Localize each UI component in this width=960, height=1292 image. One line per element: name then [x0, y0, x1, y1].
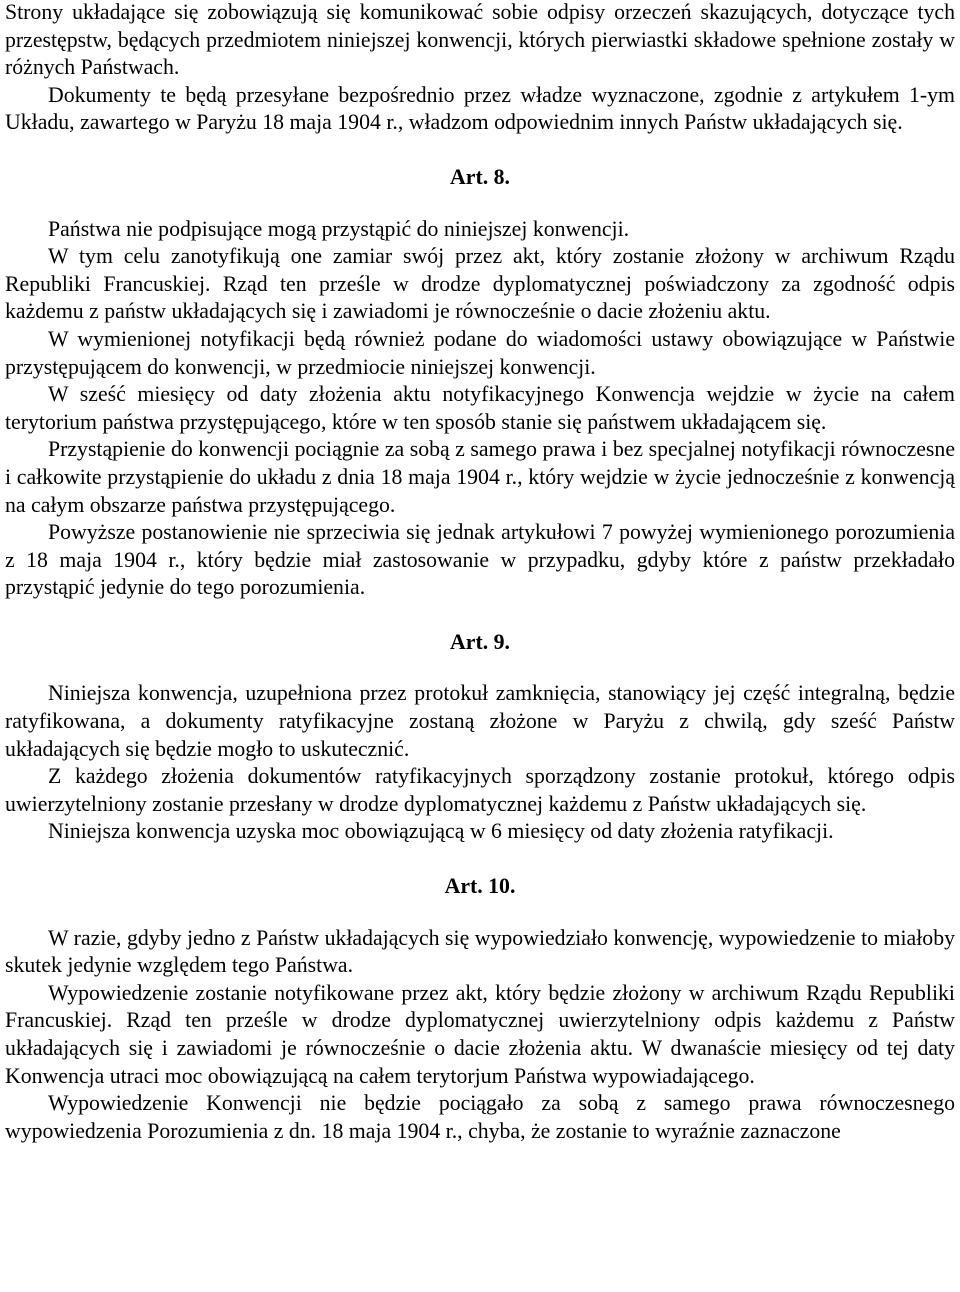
- paragraph-intro-2: Dokumenty te będą przesyłane bezpośrednio przez władze wyznaczone, zgodnie z artykułem 1-ym Układu, zawartego w Paryżu 18 maja 1904 r., władzom odpowiednim innych Państw układających się.: [5, 82, 955, 135]
- article-8-paragraph-4: W sześć miesięcy od daty złożenia aktu notyfikacyjnego Konwencja wejdzie w życie na całem terytorium państwa przystępującego, które w ten sposób stanie się państwem układającem się.: [5, 382, 955, 434]
- article-9-heading: Art. 9.: [450, 629, 510, 654]
- article-10-heading: Art. 10.: [444, 874, 516, 899]
- article-10-paragraph-2: Wypowiedzenie zostanie notyfikowane przez akt, który będzie złożony w archiwum Rządu Republiki Francuskiej. Rząd ten prześle w drodze dyplomatycznej uwierzytelniony odpis każdemu z Państw układających się i zawiadomi je równocześnie o dacie złożenia aktu. W dwanaście miesięcy od tej daty Konwencja utraci moc obowiązującą na całem terytorjum Państwa wypowiadającego.: [5, 980, 955, 1088]
- paragraph-intro-1: Strony układające się zobowiązują się komunikować sobie odpisy orzeczeń skazujących, dotyczące tych przestępstw, będących przedmiotem niniejszej konwencji, których pierwiastki składowe spełnione zostały w różnych Państwach.: [5, 0, 955, 80]
- article-9-paragraph-1: Niniejsza konwencja, uzupełniona przez protokuł zamknięcia, stanowiący jej część integralną, będzie ratyfikowana, a dokumenty ratyfikacyjne zostaną złożone w Paryżu z chwilą, gdy sześć Państw układających się będzie mogło to uskutecznić.: [5, 681, 955, 761]
- article-9-paragraph-2: Z każdego złożenia dokumentów ratyfikacyjnych sporządzony zostanie protokuł, którego odpis uwierzytelniony zostanie przesłany w drodze dyplomatycznej każdemu z Państw układających się.: [5, 764, 955, 816]
- document-page: [5, 0, 955, 1145]
- article-8-paragraph-2: W tym celu zanotyfikują one zamiar swój przez akt, który zostanie złożony w archiwum Rządu Republiki Francuskiej. Rząd ten prześle w drodze dyplomatycznej poświadczony za zgodność odpis każdemu z państw układających się i zawiadomi je równocześnie o dacie złożeniu aktu.: [5, 244, 955, 324]
- article-10-paragraph-1: W razie, gdyby jedno z Państw układających się wypowiedziało konwencję, wypowiedzenie to miałoby skutek jedynie względem tego Państwa.: [5, 925, 955, 978]
- article-8-paragraph-5: Przystąpienie do konwencji pociągnie za sobą z samego prawa i bez specjalnej notyfikacji równoczesne i całkowite przystąpienie do układu z dnia 18 maja 1904 r., który wejdzie w życie jednocześnie z konwencją na całym obszarze państwa przystępującego.: [5, 437, 955, 517]
- article-10-paragraph-3: Wypowiedzenie Konwencji nie będzie pociągało za sobą z samego prawa równoczesnego wypowiedzenia Porozumienia z dn. 18 maja 1904 r., chyba, że zostanie to wyraźnie zaznaczone: [5, 1091, 955, 1143]
- article-8-paragraph-1: Państwa nie podpisujące mogą przystąpić do niniejszej konwencji.: [48, 216, 630, 241]
- article-9-paragraph-3: Niniejsza konwencja uzyska moc obowiązującą w 6 miesięcy od daty złożenia ratyfikacji.: [48, 819, 834, 844]
- article-8-paragraph-6: Powyższe postanowienie nie sprzeciwia się jednak artykułowi 7 powyżej wymienionego porozumienia z 18 maja 1904 r., który będzie miał zastosowanie w przypadku, gdyby które z państw przekładało przystąpić jedynie do tego porozumienia.: [5, 520, 955, 600]
- article-8-heading: Art. 8.: [450, 164, 510, 189]
- article-8-paragraph-3: W wymienionej notyfikacji będą również podane do wiadomości ustawy obowiązujące w Państwie przystępującem do konwencji, w przedmiocie niniejszej konwencji.: [5, 326, 955, 379]
